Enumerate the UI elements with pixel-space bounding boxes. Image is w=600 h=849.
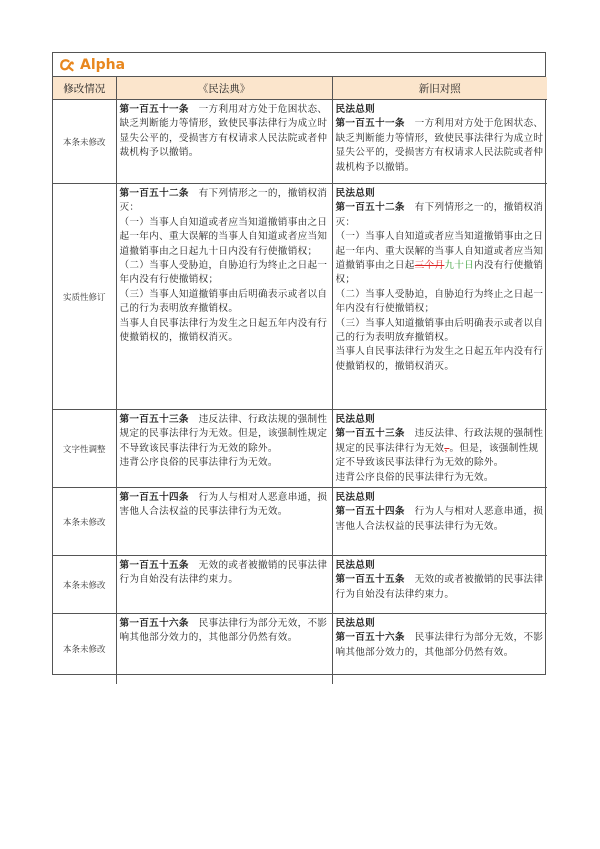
old-article-text [120,187,329,216]
old-article-text [120,617,329,646]
section-title: 民法总则 [335,492,376,504]
article-body: 无效的或者被撤销的民事法律行为自始没有法律约束力。 [335,574,544,600]
clause-item: （三）当事人知道撤销事由后明确表示或者以自己的行为表明放弃撤销权。 [335,317,544,344]
comparison-document [52,52,546,675]
new-text-cell [332,488,547,556]
article-number: 第一百五十五条 [335,574,405,586]
section-title: 民法总则 [335,560,376,572]
article-body: 一方利用对方处于危困状态、缺乏判断能力等情形，致使民事法律行为成立时显失公平的，受损害方有权请求人民法院或者仲裁机构予以撤销。 [119,104,328,159]
header-old: 《民法典》 [116,77,332,100]
status-cell: 文字性调整 [53,410,116,488]
article-number: 第一百五十六条 [119,618,189,630]
new-text-cell [332,614,547,684]
new-article-text [336,573,545,602]
clause-tail: 违背公序良俗的民事法律行为无效。 [119,457,278,469]
new-article-text [336,631,545,660]
old-article-text [120,559,329,588]
article-body: 行为人与相对人恶意串通，损害他人合法权益的民事法律行为无效。 [335,506,544,532]
old-text-cell [116,488,332,556]
new-article-text [336,117,545,175]
brand-name: Alpha [80,56,126,73]
article-body: 违反法律、行政法规的强制性规定的民事法律行为无效。但是，该强制性规定不导致该民事法律行为无效的除外。 [119,414,328,454]
comparison-table [53,77,547,684]
brand-bar [53,53,545,77]
table-row-154 [53,488,547,556]
article-body: 行为人与相对人恶意串通，损害他人合法权益的民事法律行为无效。 [119,492,328,518]
clause-text: （一）当事人自知道或者应当知道撤销事由之日起一年内、重大误解的当事人自知道或者应当知道撤销事由之日起 [335,231,544,272]
deleted-text: ， [444,442,450,454]
article-body: 有下列情形之一的，撤销权消灭： [119,188,328,214]
new-text-cell [332,184,547,410]
new-article-text [336,201,545,230]
table-row-155 [53,556,547,614]
article-number: 第一百五十一条 [335,118,405,130]
section-title: 民法总则 [335,188,376,199]
status-cell: 本条未修改 [53,556,116,614]
article-body: 民事法律行为部分无效，不影响其他部分效力的，其他部分仍然有效。 [335,632,544,658]
article-number: 第一百五十三条 [119,414,189,425]
table-row-156 [53,614,547,684]
old-text-cell [116,410,332,488]
clause-tail: 当事人自民事法律行为发生之日起五年内没有行使撤销权的，撤销权消灭。 [335,346,544,372]
article-body: 有下列情形之一的，撤销权消灭： [335,202,544,228]
status-cell: 本条未修改 [53,100,116,184]
table-row-153 [53,410,547,488]
old-text-cell [116,184,332,410]
article-number: 第一百五十四条 [119,492,189,504]
alpha-logo-icon [59,58,75,72]
table-row-151 [53,100,547,184]
clause-item: （二）当事人受胁迫，自胁迫行为终止之日起一年内没有行使撤销权； [119,260,328,286]
clause-item: （三）当事人知道撤销事由后明确表示或者以自己的行为表明放弃撤销权。 [119,288,328,315]
article-body: 一方利用对方处于危困状态、缺乏判断能力等情形，致使民事法律行为成立时显失公平的，受损害方有权请求人民法院或者仲裁机构予以撤销。 [335,118,544,173]
section-title: 民法总则 [335,618,376,630]
clause-item: （二）当事人受胁迫，自胁迫行为终止之日起一年内没有行使撤销权； [335,288,544,315]
clause-tail: 违背公序良俗的民事法律行为无效。 [335,471,494,483]
new-text-cell [332,556,547,614]
new-text-cell [332,410,547,488]
article-number: 第一百五十三条 [335,428,405,440]
section-title: 民法总则 [335,104,376,115]
status-cell: 本条未修改 [53,488,116,556]
new-text-cell [332,100,547,184]
new-article-text [336,427,545,470]
deleted-text: 三个月 [414,260,445,272]
article-body: 无效的或者被撤销的民事法律行为自始没有法律约束力。 [119,560,328,586]
clause-item [336,230,545,288]
article-number: 第一百五十二条 [335,202,405,214]
table-header-row [53,77,547,100]
header-new: 新旧对照 [332,77,547,100]
new-article-text [336,505,545,534]
clause-item: （一）当事人自知道或者应当知道撤销事由之日起一年内、重大误解的当事人自知道或者应当知道撤销事由之日起九十日内没有行使撤销权； [119,216,328,257]
article-body: 民事法律行为部分无效，不影响其他部分效力的，其他部分仍然有效。 [119,618,328,644]
table-row-152 [53,184,547,410]
article-number: 第一百五十四条 [335,506,405,518]
old-article-text [120,413,329,456]
status-cell: 本条未修改 [53,614,116,684]
section-title: 民法总则 [335,414,376,425]
inserted-text: 九十日 [444,260,475,272]
header-status: 修改情况 [53,77,116,100]
status-cell: 实质性修订 [53,184,116,410]
old-text-cell [116,614,332,684]
article-number: 第一百五十二条 [119,188,189,199]
article-number: 第一百五十五条 [119,560,189,572]
article-body: 。但是，该强制性规定不导致该民事法律行为无效的除外。 [335,442,539,469]
article-number: 第一百五十一条 [119,104,189,115]
article-number: 第一百五十六条 [335,632,405,644]
old-article-text [120,103,329,161]
article-body: 违反法律、行政法规的强制性规定的民事法律行为无效 [335,428,544,454]
clause-tail: 当事人自民事法律行为发生之日起五年内没有行使撤销权的，撤销权消灭。 [119,317,328,344]
clause-text: 内没有行使撤销权； [335,260,544,286]
old-text-cell [116,100,332,184]
old-article-text [120,491,329,520]
old-text-cell [116,556,332,614]
